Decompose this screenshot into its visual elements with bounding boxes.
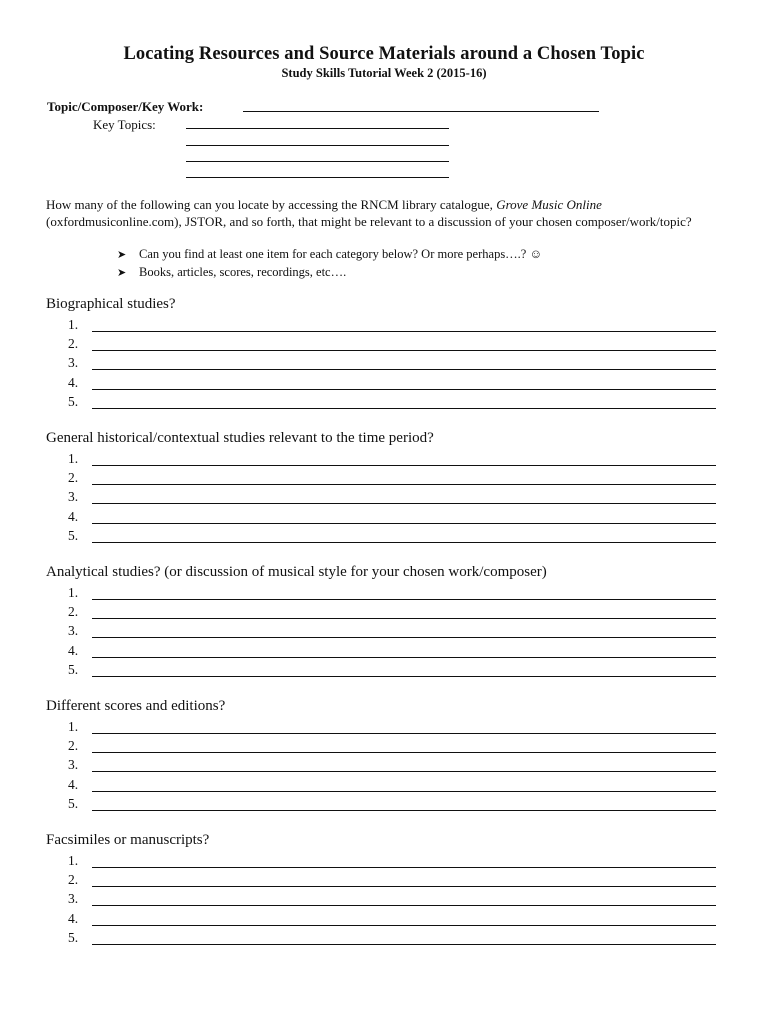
item-number: 5.	[68, 795, 79, 811]
answer-line[interactable]	[92, 905, 716, 906]
item-number: 2.	[68, 470, 79, 486]
item-number: 1.	[68, 853, 79, 868]
bullet-item	[117, 247, 542, 262]
answer-line[interactable]	[92, 810, 716, 811]
item-number: 1.	[68, 451, 79, 466]
bullet-text: Books, articles, scores, recordings, etc….	[139, 265, 347, 279]
answer-line[interactable]	[92, 369, 716, 370]
item-number: 5.	[68, 393, 79, 409]
item-number: 3.	[68, 355, 79, 371]
item-number: 2.	[68, 336, 79, 352]
answer-line[interactable]	[92, 657, 716, 658]
answer-line[interactable]	[92, 484, 716, 485]
section-title: Analytical studies? (or discussion of musical style for your chosen work/composer)	[46, 564, 547, 580]
answer-line[interactable]	[92, 752, 716, 753]
answer-line[interactable]	[92, 867, 716, 868]
answer-line[interactable]	[92, 676, 716, 677]
page-subtitle: Study Skills Tutorial Week 2 (2015-16)	[281, 66, 487, 80]
section-title: General historical/contextual studies relevant to the time period?	[46, 430, 434, 446]
section-title: Facsimiles or manuscripts?	[46, 832, 210, 848]
item-number: 4.	[68, 508, 79, 524]
section-title: Biographical studies?	[46, 296, 176, 312]
topic-answer-line[interactable]	[243, 111, 599, 112]
item-number: 1.	[68, 317, 79, 332]
answer-line[interactable]	[92, 637, 716, 638]
answer-line[interactable]	[92, 465, 716, 466]
key-topic-line[interactable]	[186, 145, 449, 146]
answer-line[interactable]	[92, 331, 716, 332]
key-topic-line[interactable]	[186, 161, 449, 162]
section-title: Different scores and editions?	[46, 698, 226, 714]
item-number: 4.	[68, 374, 79, 390]
answer-line[interactable]	[92, 791, 716, 792]
answer-line[interactable]	[92, 925, 716, 926]
item-number: 4.	[68, 776, 79, 792]
item-number: 2.	[68, 604, 79, 620]
item-number: 5.	[68, 929, 79, 945]
item-number: 3.	[68, 623, 79, 639]
answer-line[interactable]	[92, 886, 716, 887]
answer-line[interactable]	[92, 389, 716, 390]
item-number: 3.	[68, 891, 79, 907]
intro-paragraph	[46, 197, 726, 230]
item-number: 1.	[68, 719, 79, 734]
answer-line[interactable]	[92, 733, 716, 734]
item-number: 3.	[68, 757, 79, 773]
key-topic-line[interactable]	[186, 128, 449, 129]
answer-line[interactable]	[92, 503, 716, 504]
intro-italic: Grove Music Online	[496, 197, 602, 212]
item-number: 5.	[68, 661, 79, 677]
answer-line[interactable]	[92, 350, 716, 351]
item-number: 2.	[68, 872, 79, 888]
answer-line[interactable]	[92, 599, 716, 600]
key-topic-line[interactable]	[186, 177, 449, 178]
answer-line[interactable]	[92, 408, 716, 409]
topic-label: Topic/Composer/Key Work:	[47, 99, 204, 114]
intro-text-2: (oxfordmusiconline.com), JSTOR, and so forth, that might be relevant to a discussion of your chosen composer/work/topic?	[46, 213, 692, 229]
bullet-item	[117, 265, 346, 280]
answer-line[interactable]	[92, 771, 716, 772]
item-number: 4.	[68, 642, 79, 658]
bullet-text: Can you find at least one item for each category below? Or more perhaps….? ☺	[139, 247, 543, 261]
item-number: 1.	[68, 585, 79, 600]
arrow-bullet-icon: ➤	[117, 267, 127, 279]
item-number: 4.	[68, 910, 79, 926]
answer-line[interactable]	[92, 944, 716, 945]
arrow-bullet-icon: ➤	[117, 249, 127, 261]
answer-line[interactable]	[92, 542, 716, 543]
item-number: 2.	[68, 738, 79, 754]
item-number: 3.	[68, 489, 79, 505]
answer-line[interactable]	[92, 523, 716, 524]
key-topics-label: Key Topics:	[93, 117, 156, 132]
page-title: Locating Resources and Source Materials around a Chosen Topic	[123, 44, 645, 64]
answer-line[interactable]	[92, 618, 716, 619]
item-number: 5.	[68, 527, 79, 543]
intro-text-1: How many of the following can you locate by accessing the RNCM library catalogue,	[46, 197, 497, 212]
